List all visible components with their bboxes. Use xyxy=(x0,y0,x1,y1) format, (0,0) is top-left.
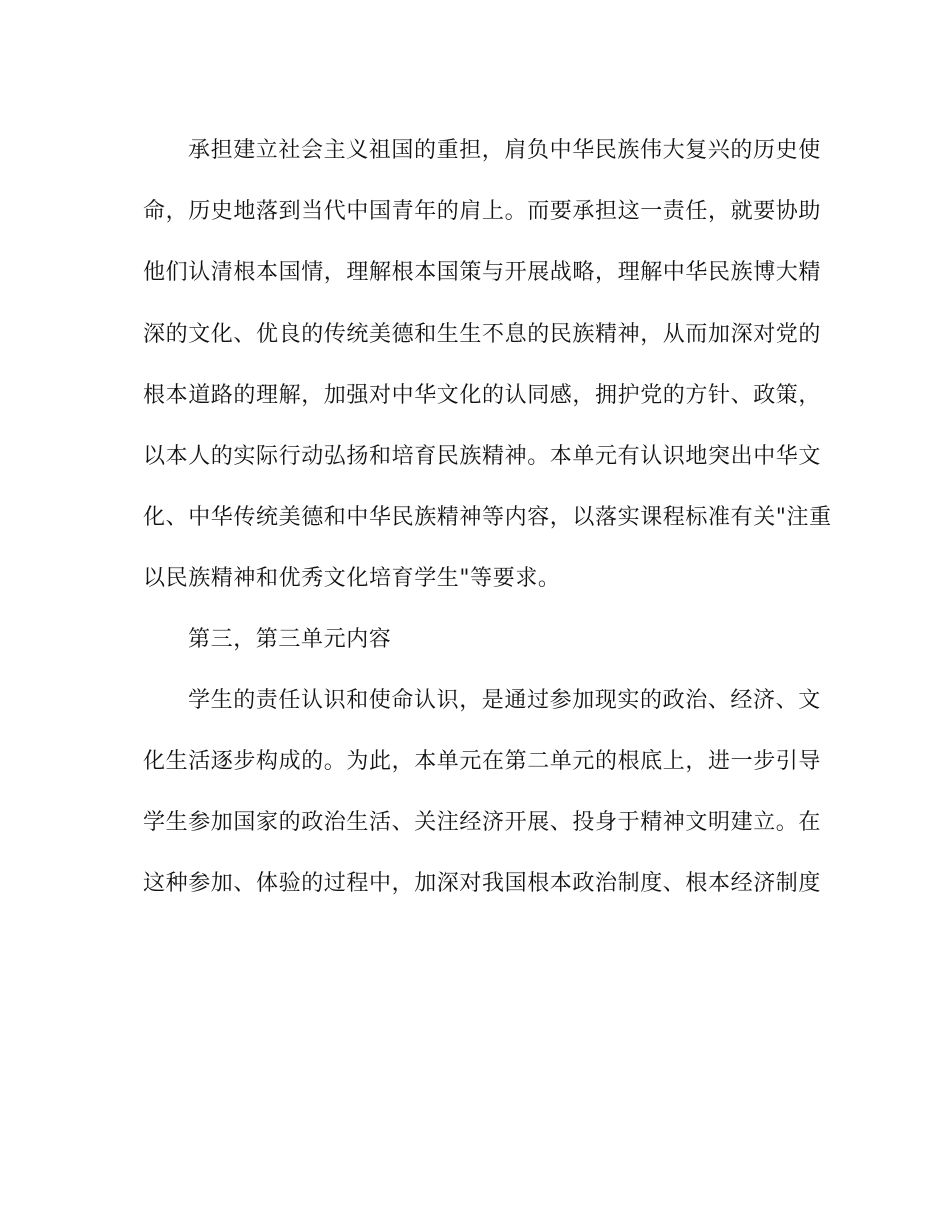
paragraph-line: 学生参加国家的政治生活、关注经济开展、投身于精神文明建立。在 xyxy=(143,810,822,836)
paragraph-line: 深的文化、优良的传统美德和生生不息的民族精神，从而加深对党的 xyxy=(143,321,822,347)
paragraph-line: 学生的责任认识和使命认识，是通过参加现实的政治、经济、文 xyxy=(188,687,821,713)
paragraph-line: 化生活逐步构成的。为此，本单元在第二单元的根底上，进一步引导 xyxy=(143,748,822,774)
paragraph-line: 命，历史地落到当代中国青年的肩上。而要承担这一责任，就要协助 xyxy=(143,199,822,225)
paragraph-line: 他们认清根本国情，理解根本国策与开展战略，理解中华民族博大精 xyxy=(143,260,822,286)
paragraph-line: 根本道路的理解，加强对中华文化的认同感，拥护党的方针、政策， xyxy=(143,382,822,408)
document-body xyxy=(143,120,832,914)
paragraph-line: 承担建立社会主义祖国的重担，肩负中华民族伟大复兴的历史使 xyxy=(188,138,821,163)
paragraph-unit-three xyxy=(143,670,822,915)
paragraph-line: 化、中华传统美德和中华民族精神等内容，以落实课程标准有关"注重 xyxy=(143,505,832,531)
paragraph-line: 这种参加、体验的过程中，加深对我国根本政治制度、根本经济制度 xyxy=(143,871,822,897)
paragraph-national-spirit xyxy=(143,120,832,610)
paragraph-line: 以本人的实际行动弘扬和培育民族精神。本单元有认识地突出中华文 xyxy=(143,444,822,470)
paragraph-line: 以民族精神和优秀文化培育学生"等要求。 xyxy=(143,566,561,592)
section-heading: 第三，第三单元内容 xyxy=(188,626,392,652)
